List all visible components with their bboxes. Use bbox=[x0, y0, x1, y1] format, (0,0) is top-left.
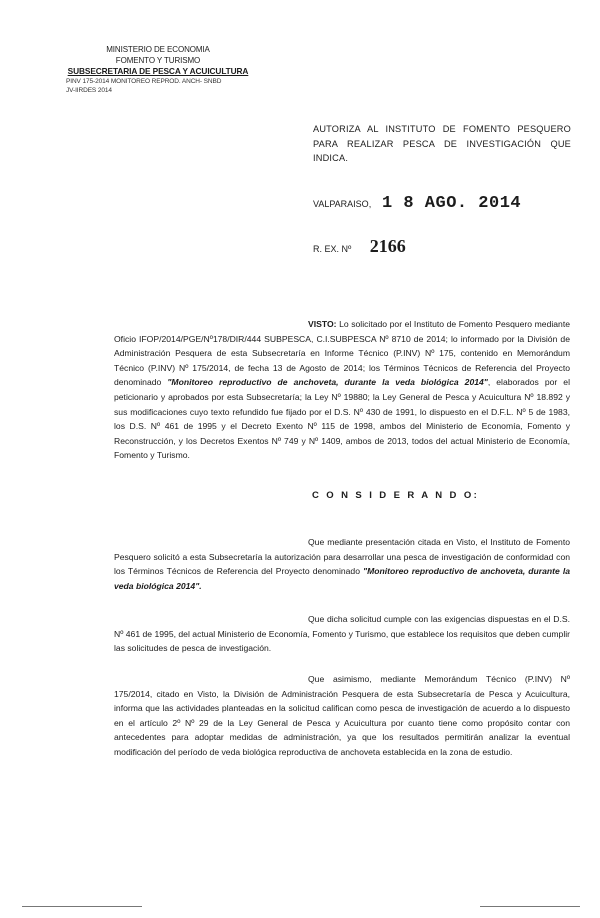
place-name: VALPARAISO, bbox=[313, 199, 372, 209]
footer-rule-right bbox=[480, 906, 580, 907]
visto-project-name: "Monitoreo reproductivo de anchoveta, durante la veda biológica 2014" bbox=[167, 377, 488, 388]
letterhead-reference-code: PINV 175-2014 MONITOREO REPROD. ANCH- SNBD bbox=[66, 78, 222, 85]
letterhead-ministry: MINISTERIO DE ECONOMIA bbox=[106, 45, 210, 54]
visto-text-1: Lo solicitado por el Instituto de Fomento Pesquero mediante Oficio IFOP/2014/PGE/Nº178/DIR/444 SUBPESCA, C.I.SUBPESCA Nº 8710 de 2014; lo informado por la División de Administración Pesquera de esta Subsecretaría en Informe Técnico (P.INV) Nº 175, contenido en Memorándum Técnico (P.INV) Nº 175/2014, de fecha 13 de Agosto de 2014; los Términos Técnicos de Referencia del Proyecto denominado bbox=[114, 319, 570, 388]
letterhead-ministry-sub: FOMENTO Y TURISMO bbox=[115, 56, 201, 65]
footer-rule-left bbox=[22, 906, 142, 907]
visto-lead: VISTO: bbox=[308, 319, 337, 329]
considerando-paragraph-3 bbox=[114, 672, 570, 760]
considerando-paragraph-1 bbox=[114, 535, 570, 593]
letterhead-subsecretaria: SUBSECRETARIA DE PESCA Y ACUICULTURA bbox=[67, 66, 249, 76]
resolution-label: R. EX. Nº bbox=[313, 244, 352, 254]
considerando-p1-project-name: "Monitoreo reproductivo de anchoveta, durante la veda biológica 2014". bbox=[114, 566, 571, 591]
considerando-p1-text: Que mediante presentación citada en Visto, el Instituto de Fomento Pesquero solicitó a esta Subsecretaría la autorización para desarrollar una pesca de investigación de conformidad con los Términos Técnicos de Referencia del Proyecto denominado bbox=[114, 537, 570, 577]
place-date bbox=[313, 196, 521, 213]
considerando-heading: C O N S I D E R A N D O: bbox=[312, 490, 480, 501]
letterhead bbox=[58, 44, 258, 95]
considerando-p3-text: Que asimismo, mediante Memorándum Técnico (P.INV) Nº 175/2014, citado en Visto, la División de Administración Pesquera de esta Subsecretaría de Pesca y Acuicultura, informa que las actividades planteadas en la solicitud califican como pesca de investigación de acuerdo a lo dispuesto en el artículo 2º Nº 29 de la Ley General de Pesca y Acuicultura por cuanto tiene como propósito contar con antecedentes para adoptar medidas de administración, ya que los resultados permitirán analizar la eventual modificación del período de veda biológica reproductiva de anchoveta establecida en la zona de estudio. bbox=[114, 674, 570, 757]
considerando-paragraph-2 bbox=[114, 612, 570, 656]
resolution-number-block bbox=[313, 236, 406, 257]
considerando-p2-text: Que dicha solicitud cumple con las exigencias dispuestas en el D.S. Nº 461 de 1995, del actual Ministerio de Economía, Fomento y Turismo, que establece los requisitos que deben cumplir las solicitudes de pesca de investigación. bbox=[114, 614, 570, 654]
subject-block: AUTORIZA AL INSTITUTO DE FOMENTO PESQUERO PARA REALIZAR PESCA DE INVESTIGACIÓN QUE INDICA. bbox=[313, 124, 571, 163]
resolution-number: 2166 bbox=[369, 236, 406, 256]
visto-text-2: , elaborados por el peticionario y aprobados por esta Subsecretaría; la Ley Nº 19880; la Ley General de Pesca y Acuicultura Nº 18.892 y sus modificaciones cuyo texto refundido fue fijado por el D.S. Nº 430 de 1991, lo dispuesto en el D.F.L. Nº 5 de 1983, los D.S. Nº 461 de 1995 y el Decreto Exento Nº 115 de 1998, ambos del Ministerio de Economía, Fomento y Reconstrucción, y los Decretos Exentos Nº 749 y Nº 1409, ambos de 2013, todos del actual Ministerio de Economía, Fomento y Turismo. bbox=[114, 377, 570, 461]
visto-paragraph bbox=[114, 317, 570, 463]
letterhead-reference-code-2: JV-IIRDES 2014 bbox=[66, 87, 112, 94]
stamped-date: 1 8 AGO. 2014 bbox=[381, 194, 522, 213]
